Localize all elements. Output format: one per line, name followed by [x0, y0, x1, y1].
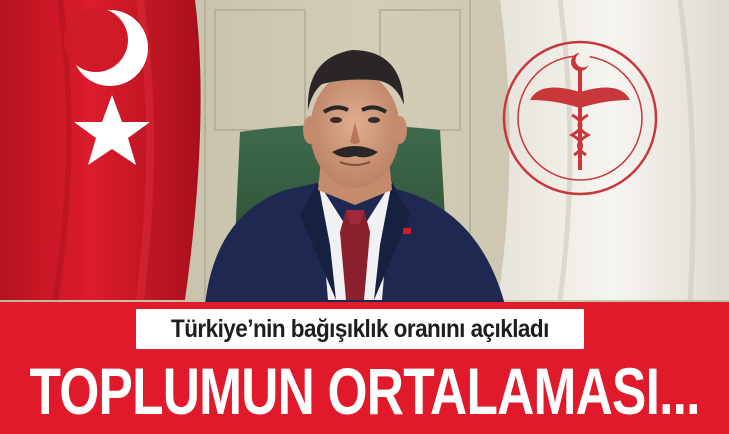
ministry-flag: [498, 0, 729, 300]
subtitle: Türkiye’nin bağışıklık oranını açıkladı: [171, 314, 549, 343]
headline-container: [0, 353, 729, 429]
headline: TOPLUMUN ORTALAMASI...: [29, 354, 700, 428]
subtitle-box: [136, 309, 584, 349]
turkish-flag: [0, 0, 201, 300]
lapel-pin: [403, 228, 411, 234]
